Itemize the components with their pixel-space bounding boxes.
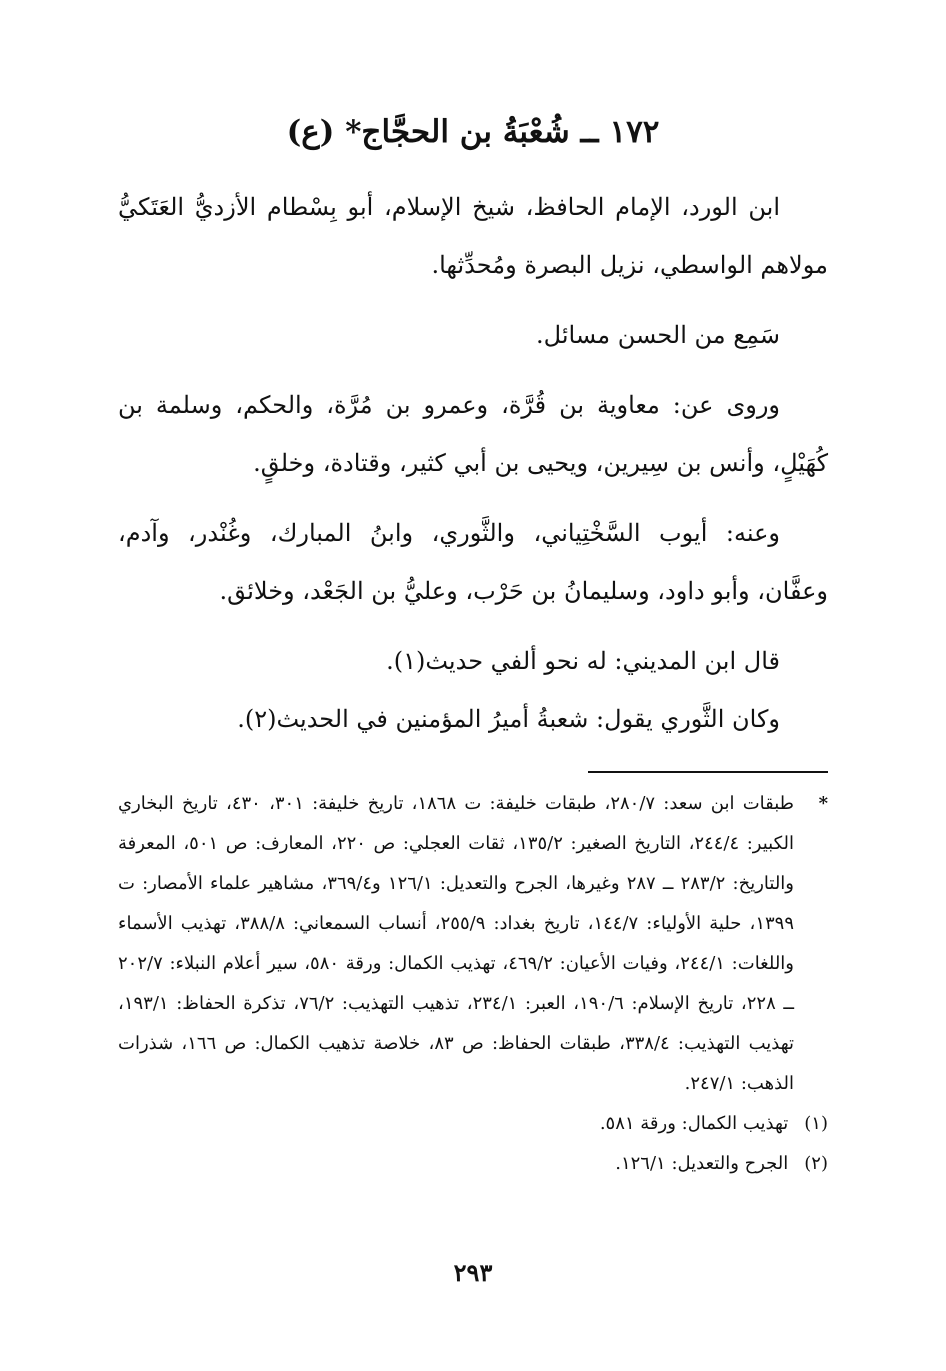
- footnote-separator: [588, 771, 828, 773]
- narrated-from-paragraph: وروى عن: معاوية بن قُرَّة، وعمرو بن مُرَّة، والحكم، وسلمة بن كُهَيْلٍ، وأنس بن سِيرين، ويحيى بن أبي كثير، وقتادة، وخلقٍ.: [118, 391, 828, 477]
- entry-body: [118, 178, 828, 748]
- footnotes: [118, 784, 828, 1184]
- footnote-text: تهذيب الكمال: ورقة ٥٨١.: [599, 1113, 789, 1134]
- page-number: ٢٩٣: [453, 1258, 493, 1287]
- footnote-number: (٢): [804, 1153, 828, 1174]
- entry-heading: ١٧٢ ــ شُعْبَةُ بن الحجَّاج* (ع): [286, 114, 660, 150]
- footnote-text: الجرح والتعديل: ١٢٦/١.: [615, 1153, 789, 1174]
- footnote-number: (١): [804, 1113, 828, 1134]
- heard-from-paragraph: سَمِع من الحسن مسائل.: [536, 321, 780, 349]
- footnote-sources-text: طبقات ابن سعد: ٢٨٠/٧، طبقات خليفة: ت ١٨٦٨، تاريخ خليفة: ٣٠١، ٤٣٠، تاريخ البخاري الكبير: ٢٤٤/٤، التاريخ الصغير: ١٣٥/٢، ثقات العجلي: ص ٢٢٠، المعارف: ص ٥٠١، المعرفة والتاريخ: ٢٨٣/٢ ــ ٢٨٧ وغيرها، الجرح والتعديل: ١٢٦/١ و٣٦٩/٤، مشاهير علماء الأمصار: ت ١٣٩٩، حلية الأولياء: ١٤٤/٧، تاريخ بغداد: ٢٥٥/٩، أنساب السمعاني: ٣٨٨/٨، تهذيب الأسماء واللغات: ٢٤٤/١، وفيات الأعيان: ٤٦٩/٢، تهذيب الكمال: ورقة ٥٨٠، سير أعلام النبلاء: ٢٠٢/٧ ــ ٢٢٨، تاريخ الإسلام: ١٩٠/٦، العبر: ٢٣٤/١، تذهيب التهذيب: ٧٦/٢، تذكرة الحفاظ: ١٩٣/١، تهذيب التهذيب: ٣٣٨/٤، طبقات الحفاظ: ص ٨٣، خلاصة تذهيب الكمال: ص ١٦٦، شذرات الذهب: ٢٤٧/١.: [118, 793, 795, 1094]
- footnote-star-marker: *: [818, 793, 828, 814]
- narrated-by-paragraph: وعنه: أيوب السَّخْتِياني، والثَّوري، وابنُ المبارك، وغُنْدر، وآدم، وعفَّان، وأبو داود، وسليمانُ بن حَرْب، وعليُّ بن الجَعْد، وخلائق.: [118, 519, 828, 605]
- footnote-sources: [118, 784, 828, 1104]
- footnote-2: [118, 1144, 828, 1184]
- thawri-quote: وكان الثَّوري يقول: شعبةُ أميرُ المؤمنين في الحديث(٢).: [237, 705, 780, 733]
- footnote-1: [118, 1104, 828, 1144]
- ibn-madini-quote: قال ابن المديني: له نحو ألفي حديث(١).: [386, 647, 780, 675]
- biography-paragraph: ابن الورد، الإمام الحافظ، شيخ الإسلام، أبو بِسْطام الأزديُّ العَتَكيُّ مولاهم الواسطي، نزيل البصرة ومُحدِّثها.: [118, 193, 828, 279]
